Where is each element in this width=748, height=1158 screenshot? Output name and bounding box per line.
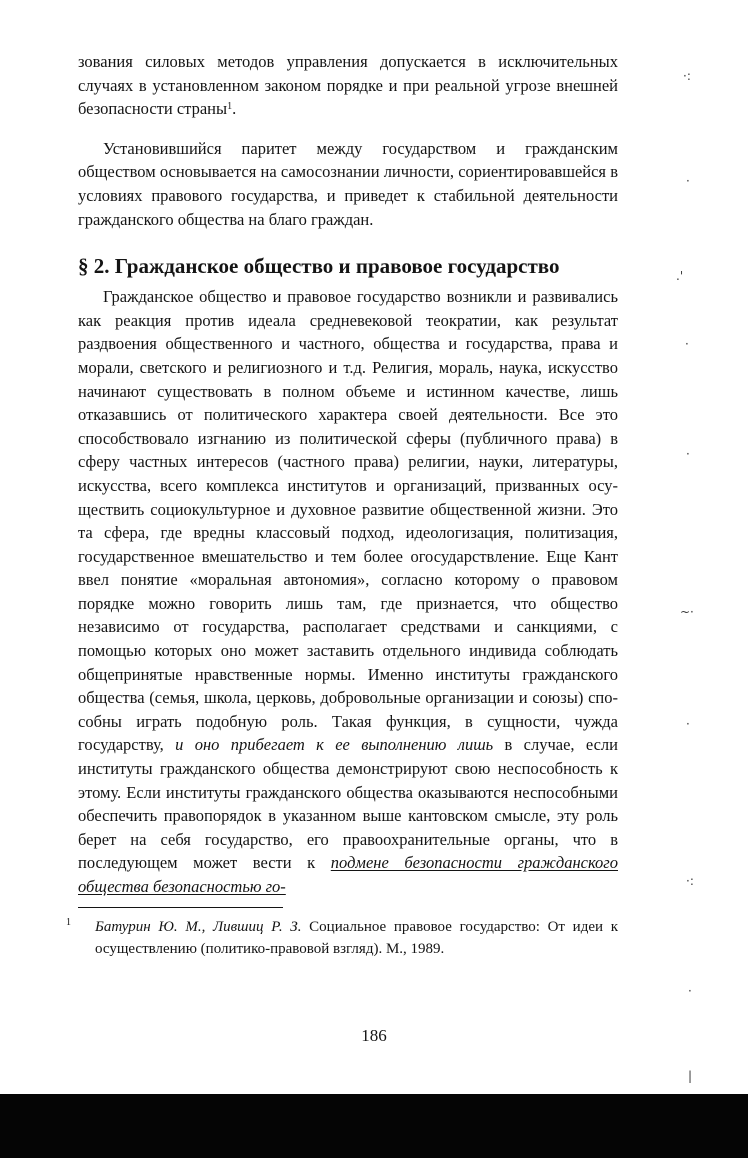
scan-speck: · <box>686 717 690 731</box>
scan-speck: ~· <box>680 605 694 619</box>
paragraph-continuation-end: . <box>232 99 237 119</box>
scan-speck: .' <box>676 269 684 283</box>
footnote <box>66 916 618 960</box>
paragraph-civil-society-text-cont: в случае, если институты гражданского общества демонстрируют свою неспособность к этому. Если институты гражданского общества оказываются неспособными обеспечить правопорядок в указанном выше кантовском смысле, эту роль берет на себя государство, его правоохранительные органы, что в последующем может вести к <box>78 735 618 873</box>
footnote-authors: Батурин Ю. М., Лившиц Р. З. <box>95 918 302 935</box>
emphasized-phrase: и оно прибегает к ее выполнению лишь <box>175 735 494 755</box>
scan-speck: · <box>686 174 690 188</box>
paragraph-continuation <box>78 50 618 121</box>
footnote-divider <box>78 907 283 908</box>
page-content <box>66 50 618 960</box>
scan-speck: · <box>688 984 692 998</box>
paragraph-parity: Установившийся паритет между государством и гражданским обществом основывается на самосознании личности, сориентировавшейся в условиях правового государства, и приведет к стабильной деятельности гражданского общества на благо граждан. <box>78 138 618 229</box>
scan-speck: ·: <box>686 874 694 888</box>
section-heading: § 2. Гражданское общество и правовое государство <box>78 254 560 279</box>
scan-speck: · <box>686 447 690 461</box>
scan-border-bar <box>0 1094 748 1158</box>
footnote-marker: 1 <box>66 916 71 928</box>
paragraph-civil-society <box>78 285 618 898</box>
scan-speck: · <box>685 337 689 351</box>
paragraph-continuation-text: зования силовых методов управления допускается в исключительных случаях в установленном законом порядке и при реальной угрозе внешней безопасности страны <box>78 52 618 119</box>
footnote-text: Социальное правовое государство: От идеи к осуществлению (политико-правовой взгляд). М., 1989. <box>95 918 618 957</box>
paragraph-civil-society-text: Гражданское общество и правовое государство возникли и развивались как реакция против идеала средневековой теократии, как результат раздвоения общественного и частного, общества и государства, права и морали, светского и религиозного и т.д. Религия, мораль, наука, искусство начинают существовать в полном объеме и истинном качестве, лишь отказавшись от политического характера своей деятельности. Все это способствовало изгнанию из политической сферы (публичного права) в сферу частных интересов (частного права) религии, науки, литературы, искусства, всего комплекса институтов и организаций, призванных осуществить социокультурное и духовное развитие общественной жизни. Это та сфера, где вредны классовый подход, идеологизация, политизация, государственное вмешательство и тем более огосударствление. Еще Кант ввел понятие «моральная автономия», согласно которому о правовом порядке можно говорить лишь там, где признается, что общество независимо от государства, располагает средствами и санкциями, с помощью которых оно может заставить отдельного индивида соблюдать общепринятые нравственные нормы. Именно институты гражданского общества (семья, школа, церковь, добровольные организации и союзы) способны играть подобную роль. Такая функция, в сущности, чужда государству, <box>78 287 618 755</box>
scan-speck: ·: <box>683 69 691 83</box>
underlined-phrase: подмене безопасности гражданского общества безопасностью го- <box>78 853 618 896</box>
footnote-reference: 1 <box>227 101 233 113</box>
scan-speck: | <box>688 1069 693 1083</box>
page-number: 186 <box>361 1026 387 1045</box>
